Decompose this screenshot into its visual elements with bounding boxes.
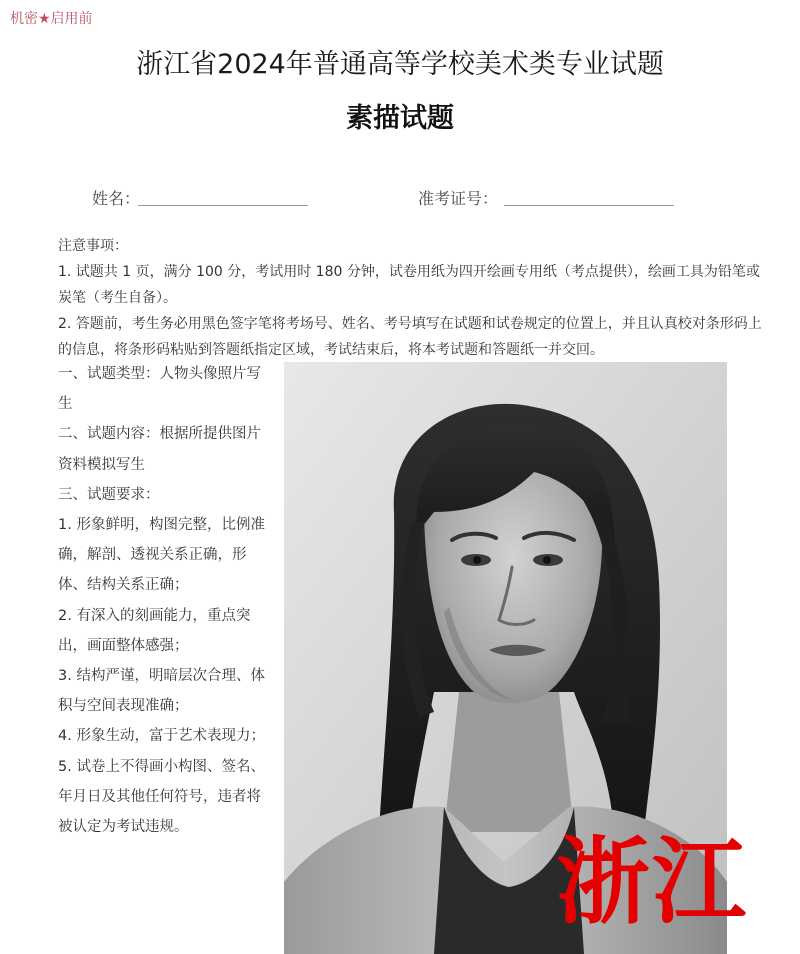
exam-id-field-line <box>504 205 674 206</box>
requirements-heading: 三、试题要求： <box>58 486 160 503</box>
requirement-item: 3. 结构严谨，明暗层次合理、体积与空间表现准确； <box>58 668 265 715</box>
question-type: 一、试题类型：人物头像照片写生 <box>58 366 261 413</box>
exam-id-label: 准考证号： <box>418 189 499 208</box>
name-field-line <box>138 205 308 206</box>
requirement-item: 1. 形象鲜明，构图完整，比例准确，解剖、透视关系正确，形体、结构关系正确； <box>58 517 265 594</box>
exam-title: 浙江省2024年普通高等学校美术类专业试题 <box>136 49 664 80</box>
requirement-item: 2. 有深入的刻画能力，重点突出，画面整体感强； <box>58 607 251 654</box>
name-label: 姓名： <box>92 189 141 208</box>
requirements-section <box>58 359 273 842</box>
notice-item: 1. 试题共 1 页，满分 100 分，考试用时 180 分钟，试卷用纸为四开绘画专用纸（考点提供），绘画工具为铅笔或炭笔（考生自备）。 <box>58 264 760 306</box>
requirement-item: 4. 形象生动，富于艺术表现力； <box>58 728 265 745</box>
question-content: 二、试题内容：根据所提供图片资料模拟写生 <box>58 426 261 473</box>
requirement-item: 5. 试卷上不得画小构图、签名、年月日及其他任何符号，违者将被认定为考试违规。 <box>58 758 265 836</box>
notice-item: 2. 答题前，考生务必用黑色签字笔将考场号、姓名、考号填写在试题和试卷规定的位置上，并且认真校对条形码上的信息，将条形码粘贴到答题纸指定区域，考试结束后，将本考试题和答题纸一并交回。 <box>58 316 762 358</box>
province-watermark: 浙江 <box>556 828 749 937</box>
notice-section <box>58 233 768 363</box>
notice-heading: 注意事项： <box>58 238 128 254</box>
confidential-mark: 机密★启用前 <box>10 11 93 27</box>
exam-subtitle: 素描试题 <box>346 103 454 134</box>
